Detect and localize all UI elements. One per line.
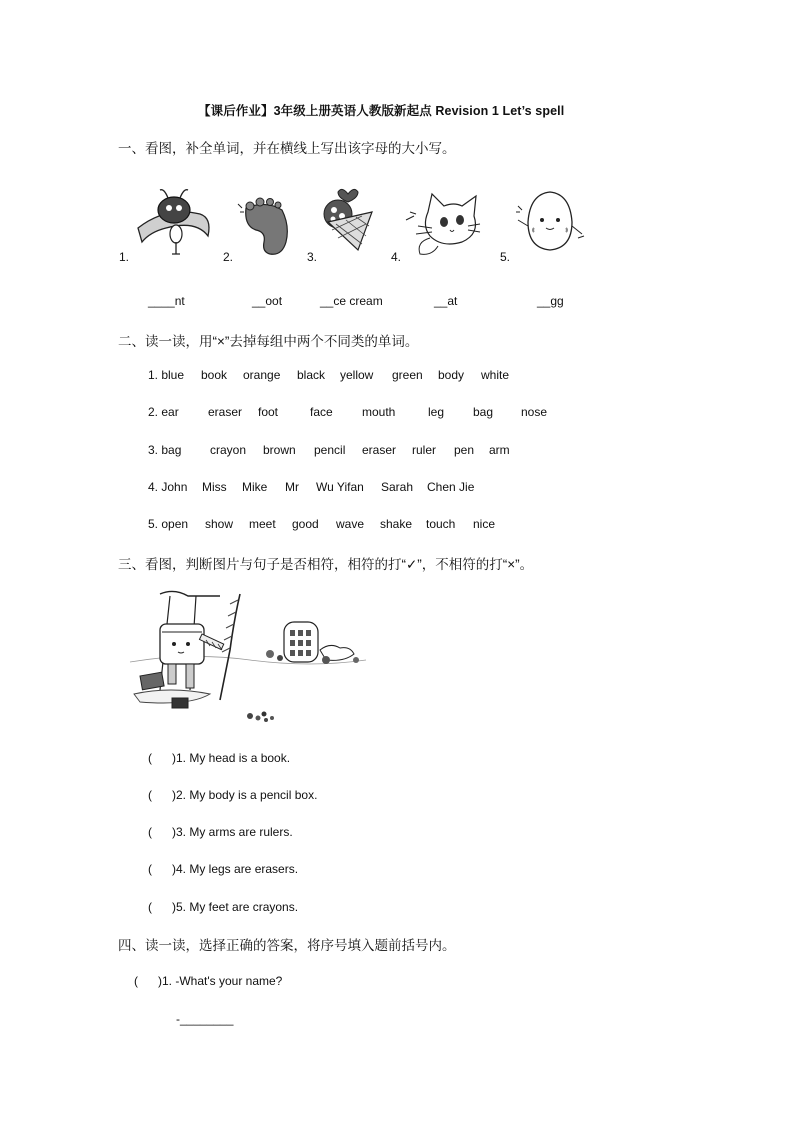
word: 2. ear bbox=[148, 405, 179, 419]
word: book bbox=[201, 368, 228, 382]
word: ruler bbox=[412, 443, 437, 457]
word: crayon bbox=[210, 443, 247, 457]
word: Wu Yifan bbox=[316, 480, 364, 494]
blank-word: __oot bbox=[252, 294, 283, 308]
word: body bbox=[438, 368, 465, 382]
picture-number: 2. bbox=[223, 250, 234, 264]
word: pen bbox=[454, 443, 475, 457]
word: Mike bbox=[242, 480, 268, 494]
statement: )2. My body is a pencil box. bbox=[172, 788, 318, 802]
word: eraser bbox=[208, 405, 243, 419]
word: show bbox=[205, 517, 234, 531]
word: pencil bbox=[314, 443, 346, 457]
word: good bbox=[292, 517, 319, 531]
answer-blank: -________ bbox=[176, 1012, 234, 1026]
word: wave bbox=[336, 517, 365, 531]
blank-word: __at bbox=[434, 294, 458, 308]
word: touch bbox=[426, 517, 456, 531]
answer-paren: ( bbox=[148, 788, 152, 802]
word: face bbox=[310, 405, 333, 419]
picture-number: 1. bbox=[119, 250, 130, 264]
statement: )3. My arms are rulers. bbox=[172, 825, 293, 839]
ant-icon bbox=[136, 184, 216, 260]
egg-icon bbox=[512, 186, 588, 260]
word: 5. open bbox=[148, 517, 189, 531]
answer-paren: ( bbox=[134, 974, 138, 988]
word: Miss bbox=[202, 480, 227, 494]
section-2-heading: 二、读一读，用“×”去掉每组中两个不同类的单词。 bbox=[118, 334, 419, 349]
word: brown bbox=[263, 443, 296, 457]
blank-word: __gg bbox=[537, 294, 564, 308]
answer-paren: ( bbox=[148, 900, 152, 914]
section-1-heading: 一、看图，补全单词，并在横线上写出该字母的大小写。 bbox=[118, 141, 456, 156]
word: 4. John bbox=[148, 480, 188, 494]
statement: )4. My legs are erasers. bbox=[172, 862, 299, 876]
stationery-robot-illustration bbox=[130, 590, 366, 726]
word: Chen Jie bbox=[427, 480, 475, 494]
word: foot bbox=[258, 405, 279, 419]
word: yellow bbox=[340, 368, 374, 382]
cat-icon bbox=[402, 190, 482, 260]
section-4-heading: 四、读一读，选择正确的答案，将序号填入题前括号内。 bbox=[118, 938, 456, 953]
picture-number: 5. bbox=[500, 250, 511, 264]
word: black bbox=[297, 368, 326, 382]
blank-word: __ce cream bbox=[320, 294, 383, 308]
word: Sarah bbox=[381, 480, 414, 494]
section-3-heading: 三、看图，判断图片与句子是否相符，相符的打“✓”，不相符的打“×”。 bbox=[118, 557, 534, 572]
word: nose bbox=[521, 405, 548, 419]
word: leg bbox=[428, 405, 445, 419]
blank-word: ____nt bbox=[148, 294, 185, 308]
word: mouth bbox=[362, 405, 396, 419]
answer-paren: ( bbox=[148, 751, 152, 765]
statement: )1. My head is a book. bbox=[172, 751, 291, 765]
word: white bbox=[481, 368, 510, 382]
word: eraser bbox=[362, 443, 397, 457]
word: nice bbox=[473, 517, 496, 531]
word: shake bbox=[380, 517, 413, 531]
word: 1. blue bbox=[148, 368, 185, 382]
word: meet bbox=[249, 517, 276, 531]
ice-cream-icon bbox=[318, 184, 378, 260]
picture-number: 4. bbox=[391, 250, 402, 264]
statement: )5. My feet are crayons. bbox=[172, 900, 299, 914]
page-title: 【课后作业】3年级上册英语人教版新起点 Revision 1 Let’s spell bbox=[198, 104, 565, 118]
word: arm bbox=[489, 443, 510, 457]
word: green bbox=[392, 368, 423, 382]
word: 3. bag bbox=[148, 443, 182, 457]
picture-number: 3. bbox=[307, 250, 318, 264]
word: Mr bbox=[285, 480, 299, 494]
word: orange bbox=[243, 368, 281, 382]
answer-paren: ( bbox=[148, 825, 152, 839]
foot-icon bbox=[236, 196, 296, 260]
word: bag bbox=[473, 405, 494, 419]
question: )1. -What's your name? bbox=[158, 974, 283, 988]
answer-paren: ( bbox=[148, 862, 152, 876]
